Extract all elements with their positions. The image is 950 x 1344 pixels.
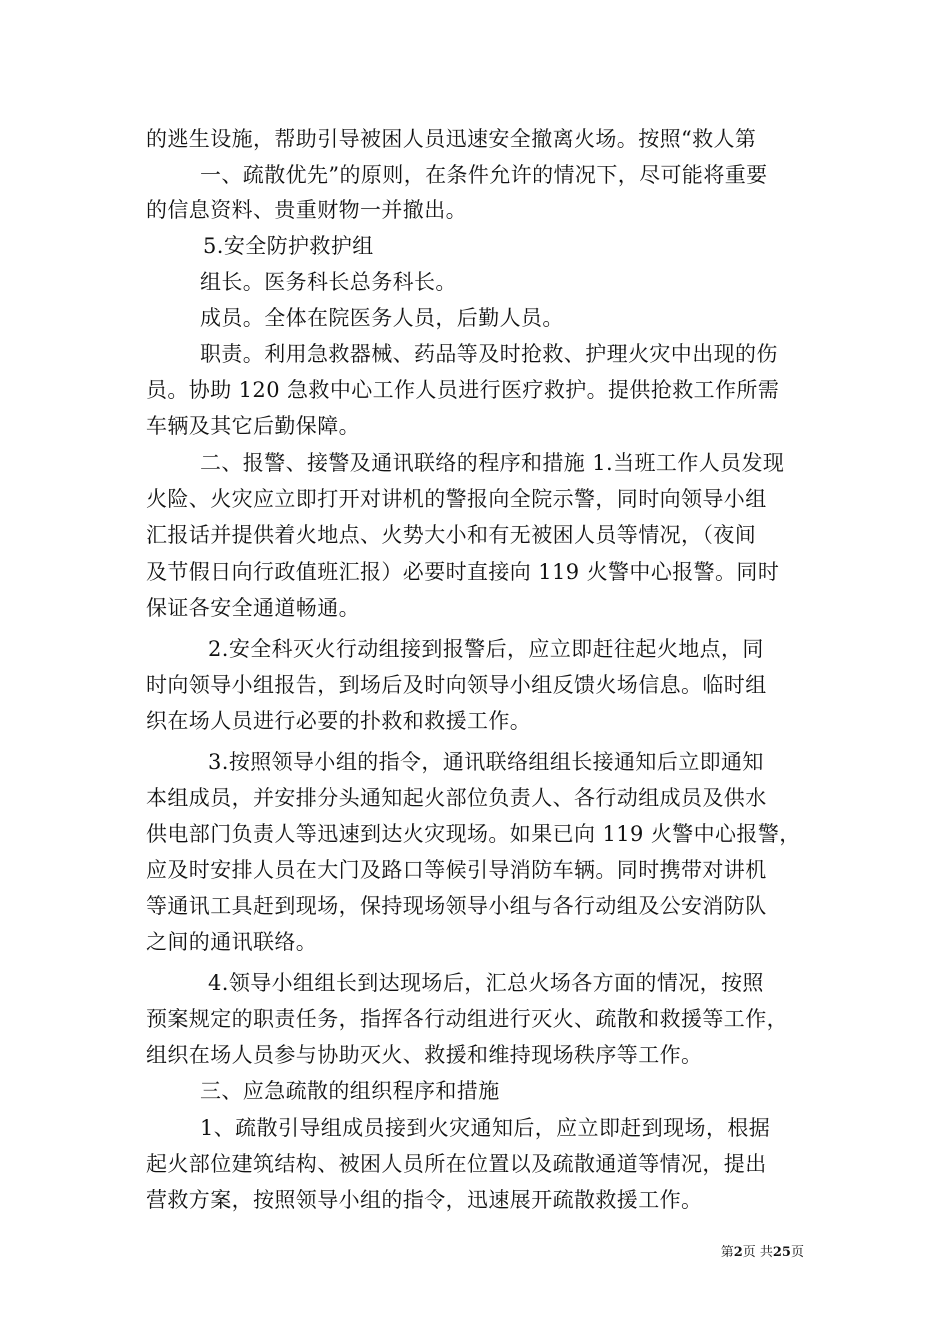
text-line: 2.安全科灭火行动组接到报警后，应立即赶往起火地点，同 — [208, 637, 764, 661]
text-line: 组织在场人员参与协助灭火、救援和维持现场秩序等工作。 — [146, 1043, 703, 1067]
text-line: 职责。利用急救器械、药品等及时抢救、护理火灾中出现的伤 — [200, 342, 778, 366]
page-middle: 页 共 — [742, 1245, 773, 1260]
text-line: 供电部门负责人等迅速到达火灾现场。如果已向 119 火警中心报警， — [146, 822, 801, 846]
text-line: 成员。全体在院医务人员，后勤人员。 — [200, 306, 564, 330]
text-line: 织在场人员进行必要的扑救和救援工作。 — [146, 709, 532, 733]
page-suffix: 页 — [790, 1245, 804, 1260]
text-line: 保证各安全通道畅通。 — [146, 596, 360, 620]
text-line: 车辆及其它后勤保障。 — [146, 414, 360, 438]
page-number: 2 — [733, 1245, 743, 1260]
text-line: 3.按照领导小组的指令，通讯联络组组长接通知后立即通知 — [208, 750, 764, 774]
text-line: 等通讯工具赶到现场，保持现场领导小组与各行动组及公安消防队 — [146, 894, 767, 918]
text-line: 营救方案，按照领导小组的指令，迅速展开疏散救援工作。 — [146, 1188, 703, 1212]
text-line: 之间的通讯联络。 — [146, 930, 318, 954]
text-line: 及节假日向行政值班汇报）必要时直接向 119 火警中心报警。同时 — [146, 560, 780, 584]
text-line: 时向领导小组报告，到场后及时向领导小组反馈火场信息。临时组 — [146, 673, 767, 697]
text-line: 组长。医务科长总务科长。 — [200, 270, 457, 294]
text-line: 的逃生设施，帮助引导被困人员迅速安全撤离火场。按照“救人第 — [146, 127, 757, 151]
section-heading: 三、应急疏散的组织程序和措施 — [200, 1079, 500, 1103]
page-prefix: 第 — [720, 1245, 734, 1260]
text-line: 汇报话并提供着火地点、火势大小和有无被困人员等情况，（夜间 — [146, 523, 757, 547]
text-line: 的信息资料、贵重财物一并撤出。 — [146, 198, 467, 222]
text-line: 起火部位建筑结构、被困人员所在位置以及疏散通道等情况，提出 — [146, 1152, 767, 1176]
text-line: 应及时安排人员在大门及路口等候引导消防车辆。同时携带对讲机 — [146, 858, 767, 882]
text-line: 4.领导小组组长到达现场后，汇总火场各方面的情况，按照 — [208, 971, 764, 995]
text-line: 本组成员，并安排分头通知起火部位负责人、各行动组成员及供水 — [146, 786, 767, 810]
page-footer — [721, 1245, 804, 1261]
text-line: 火险、火灾应立即打开对讲机的警报向全院示警，同时向领导小组 — [146, 487, 767, 511]
section-heading: 5.安全防护救护组 — [203, 234, 374, 258]
page-total: 25 — [772, 1245, 791, 1260]
text-line: 1、疏散引导组成员接到火灾通知后，应立即赶到现场，根据 — [200, 1116, 771, 1140]
text-line: 预案规定的职责任务，指挥各行动组进行灭火、疏散和救援等工作， — [146, 1007, 788, 1031]
text-line: 一、疏散优先”的原则，在条件允许的情况下，尽可能将重要 — [200, 163, 768, 187]
section-heading: 二、报警、接警及通讯联络的程序和措施 1.当班工作人员发现 — [200, 451, 785, 475]
text-line: 员。协助 120 急救中心工作人员进行医疗救护。提供抢救工作所需 — [146, 378, 780, 402]
